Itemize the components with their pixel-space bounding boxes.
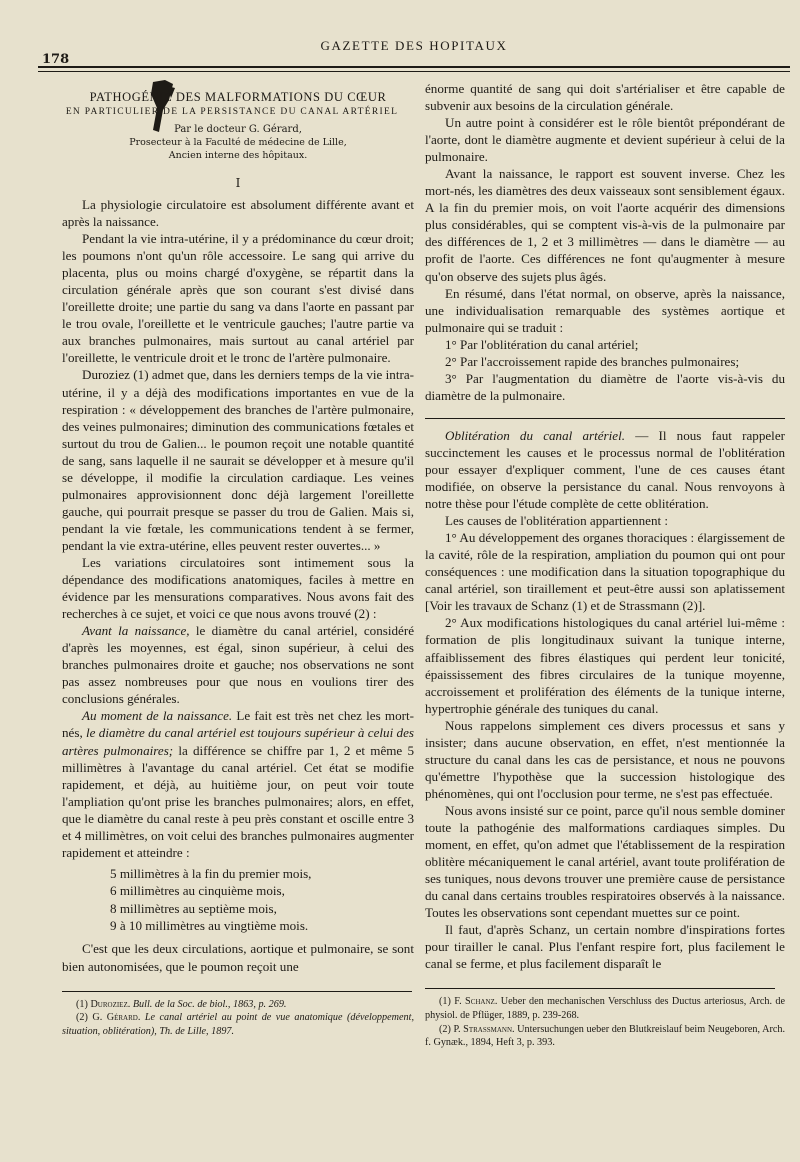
- measurement-item: 9 à 10 millimètres au vingtième mois.: [110, 918, 309, 934]
- paragraph: 2° Aux modifications histologiques du canal artériel lui-même : formation de plis longitudinaux suivant la tunique interne, affaiblissement des fibres élastiques qui perdent leur tonicité, épaississement des fibres circulaires de la tunique moyenne, accroissement et prolifération des éléments de la tunique interne, hypertrophie générale des tuniques du canal.: [425, 615, 785, 716]
- article-title: PATHOGÉNIE DES MALFORMATIONS DU CŒUR: [89, 90, 387, 104]
- section-number: I: [235, 176, 241, 190]
- footnote: [62, 998, 414, 1012]
- paragraph: [425, 427, 785, 512]
- paragraph: Nous rappelons simplement ces divers processus et sans y insister; dans aucune observation, en effet, n'est mentionnée la structure du canal dans les cas de persistance, et nous ne pouvons qu'émettre l'hypothèse que la succession histologique des phénomènes, qui ont l'occlusion pour terme, ne s'est pas effectuée.: [425, 717, 785, 801]
- article-subtitle: EN PARTICULIER DE LA PERSISTANCE DU CANAL ARTÉRIEL: [65, 107, 399, 117]
- page-number: 178: [42, 52, 70, 67]
- paragraph: C'est que les deux circulations, aortique et pulmonaire, se sont bien autonomisées, que le poumon reçoit une: [62, 941, 414, 974]
- measurement-list: [110, 865, 414, 935]
- footnote-text: Bull. de la Soc. de biol., 1863, p. 269.: [130, 998, 287, 1010]
- paragraph: Les variations circulatoires sont intimement sous la dépendance des modifications anatomiques, faciles à mettre en évidence par les mensurations comparatives. Nous avons fait des recherches à ce sujet, et voici ce que nous avons trouvé (2) :: [62, 554, 414, 622]
- footnote-rule: [62, 991, 412, 992]
- list-item: 2° Par l'accroissement rapide des branches pulmonaires;: [445, 353, 740, 369]
- footnote-text: Le canal artériel au point de vue anatomique (développement, situation, oblitération), Th. de Lille, 1897.: [62, 1012, 414, 1037]
- paragraph: Il faut, d'après Schanz, un certain nombre d'inspirations fortes pour tirailler le canal. Plus l'enfant respire fort, plus facilement le canal se ferme, et plus facilement disparaît le: [425, 922, 785, 972]
- footnote-author: G. Gérard.: [92, 1012, 141, 1024]
- paragraph: [62, 707, 414, 860]
- footnote-number: (1): [439, 996, 451, 1008]
- paragraph-lead: Oblitération du canal artériel.: [445, 427, 626, 443]
- paragraph: Les causes de l'oblitération appartiennent :: [445, 513, 669, 529]
- paragraph-body: Le fait est très net chez les mort-nés,: [62, 708, 414, 741]
- footnote: [62, 1011, 414, 1038]
- affiliation-2: Ancien interne des hôpitaux.: [168, 150, 308, 161]
- paragraph: Duroziez (1) admet que, dans les derniers temps de la vie intra-utérine, il y a déjà des modifications importantes en vue de la respiration : « développement des branches de l'artère pulmonaire, des veines pulmonaires; diminution des communications fœtales et surtout du trou de Galien... le poumon reçoit une notable quantité de sang, sans laquelle il ne saurait se développer et à mesure qu'il se développe, il modifie la circulation cardiaque. Les veines pulmonaires approvisionnent donc déjà largement l'oreillette gauche, qui pourrait presque se passer du trou de Galien. Mais si, pendant la vie fœtale, les communications tendent à se fermer, pendant la vie extra-utérine, elles peuvent rester ouvertes... »: [62, 367, 414, 553]
- footnote: [425, 995, 785, 1022]
- list-item: 1° Par l'oblitération du canal artériel;: [445, 336, 639, 352]
- affiliation-1: Prosecteur à la Faculté de médecine de Lille,: [129, 137, 347, 148]
- running-header: [38, 36, 790, 68]
- footnote-number: (2): [439, 1023, 451, 1035]
- summary-list: [425, 336, 785, 404]
- footnote-number: (2): [76, 1012, 88, 1024]
- measurement-item: 6 millimètres au cinquième mois,: [110, 883, 285, 899]
- paragraph-lead: Avant la naissance,: [82, 623, 190, 639]
- paragraph: Pendant la vie intra-utérine, il y a prédominance du cœur droit; les poumons n'ont qu'un rôle accessoire. Le sang qui arrive du placenta, plus ou moins chargé d'oxygène, se répartit dans la circulation générale après que son courant s'est divisé dans l'oreillette droite; une partie du sang va dans l'aorte en passant par le trou ovale, l'oreillette et le ventricule gauches; l'autre partie va aux branches pulmonaires, mais surtout au canal artériel par l'oreillette, le ventricule droit et le tronc de l'artère pulmonaire.: [62, 231, 414, 366]
- paragraph-emphasis: le diamètre du canal artériel est toujours supérieur à celui des artères pulmonaires;: [62, 725, 414, 758]
- paragraph: Avant la naissance, le rapport est souvent inverse. Chez les mort-nés, les diamètres des deux vaisseaux sont sensiblement égaux. A la fin du premier mois, on voit l'aorte acquérir des dimensions plus considérables, qui se comptent vis-à-vis de la pulmonaire par des différences de 1, 2 et 3 millimètres — dans le diamètre — au profit de l'aorte. Ces différences ne font qu'augmenter à mesure qu'on observe des sujets plus âgés.: [425, 166, 785, 284]
- paragraph: Un autre point à considérer est le rôle bientôt prépondérant de l'aorte, dont le diamètre augmente et devient supérieur à celui de la pulmonaire.: [425, 115, 785, 165]
- paragraph-body: le diamètre du canal artériel, considéré d'après les moyennes, est égal, sinon supérieur, à celui des branches pulmonaires droite et gauche; nos observations ne sont pas assez nombreuses pour que nous en voulions tirer des conclusions générales.: [62, 623, 415, 707]
- header-rule: [38, 71, 790, 72]
- paragraph: Nous avons insisté sur ce point, parce qu'il nous semble dominer toute la pathogénie des malformations cardiaques simples. Du moment, en effet, qu'on admet que l'établissement de la respiration oblitère mécaniquement le canal artériel, avant toute prolifération de ses tuniques, nous devons trouver une première cause de persistance du canal dans certains troubles respiratoires observés à la naissance. Toutes les observations sont cependant muettes sur ce point.: [425, 802, 785, 921]
- right-column: [425, 80, 785, 1050]
- paragraph-lead: Au moment de la naissance.: [82, 708, 233, 724]
- footnote-text: Untersuchungen ueber den Blutkreislauf beim Neugeboren, Arch. f. Gynæk., 1894, Heft 3, p. 393.: [425, 1023, 785, 1049]
- paragraph: La physiologie circulatoire est absolument différente avant et après la naissance.: [62, 197, 414, 230]
- journal-title: GAZETTE DES HOPITAUX: [320, 38, 508, 53]
- footnote-author: P. Strassmann.: [453, 1023, 515, 1035]
- measurement-item: 8 millimètres au septième mois,: [110, 900, 277, 916]
- footnote-number: (1): [76, 998, 88, 1010]
- footnote-text: Ueber den mechanischen Verschluss des Ductus arteriosus, Arch. de physiol. de Pflüger, 1889, p. 239-268.: [425, 996, 785, 1021]
- footnote-author: Duroziez.: [90, 998, 131, 1010]
- footnote: [425, 1023, 785, 1050]
- paragraph: 1° Au développement des organes thoraciques : élargissement de la cavité, rôle de la respiration, ampliation du poumon qui ont pour conséquences : une modification dans la situation topographique du canal artériel, son tiraillement et peut-être aussi son aplatissement [Voir les travaux de Schanz (1) et de Strassmann (2)].: [425, 530, 785, 614]
- paragraph: En résumé, dans l'état normal, on observe, après la naissance, une individualisation remarquable des systèmes aortique et pulmonaire qui se traduit :: [425, 285, 785, 335]
- footnote-rule: [425, 988, 775, 989]
- paragraph: énorme quantité de sang qui doit s'artérialiser et être capable de subvenir aux besoins de la circulation générale.: [425, 81, 785, 114]
- list-item: 3° Par l'augmentation du diamètre de l'aorte vis-à-vis du diamètre de la pulmonaire.: [425, 370, 785, 403]
- author-line: Par le docteur G. Gérard,: [174, 124, 302, 135]
- left-column: [62, 80, 414, 1038]
- paragraph-body: la différence se chiffre par 1, 2 et même 5 millimètres à l'avantage du canal artériel. Cet état se modifie rapidement, et déjà, au huitième jour, on peut voir toute l'ampliation qu'ont prise les branches pulmonaires; alors, en effet, que le diamètre du canal reste à peu près constant et oscille entre 3 et 4 millimètres, on voit celui des branches pulmonaires augmenter rapidement et atteindre :: [62, 742, 414, 860]
- paragraph: [62, 622, 414, 707]
- measurement-item: 5 millimètres à la fin du premier mois,: [110, 865, 312, 881]
- section-rule: [425, 418, 785, 419]
- footnote-author: F. Schanz.: [454, 996, 498, 1008]
- paragraph-body: — Il nous faut rappeler succinctement les causes et le processus normal de l'oblitération pour essayer d'expliquer comment, l'une de ces causes étant modifiée, on observe la persistance du canal. Nous renvoyons à notre thèse pour l'étude complète de cette oblitération.: [425, 427, 785, 512]
